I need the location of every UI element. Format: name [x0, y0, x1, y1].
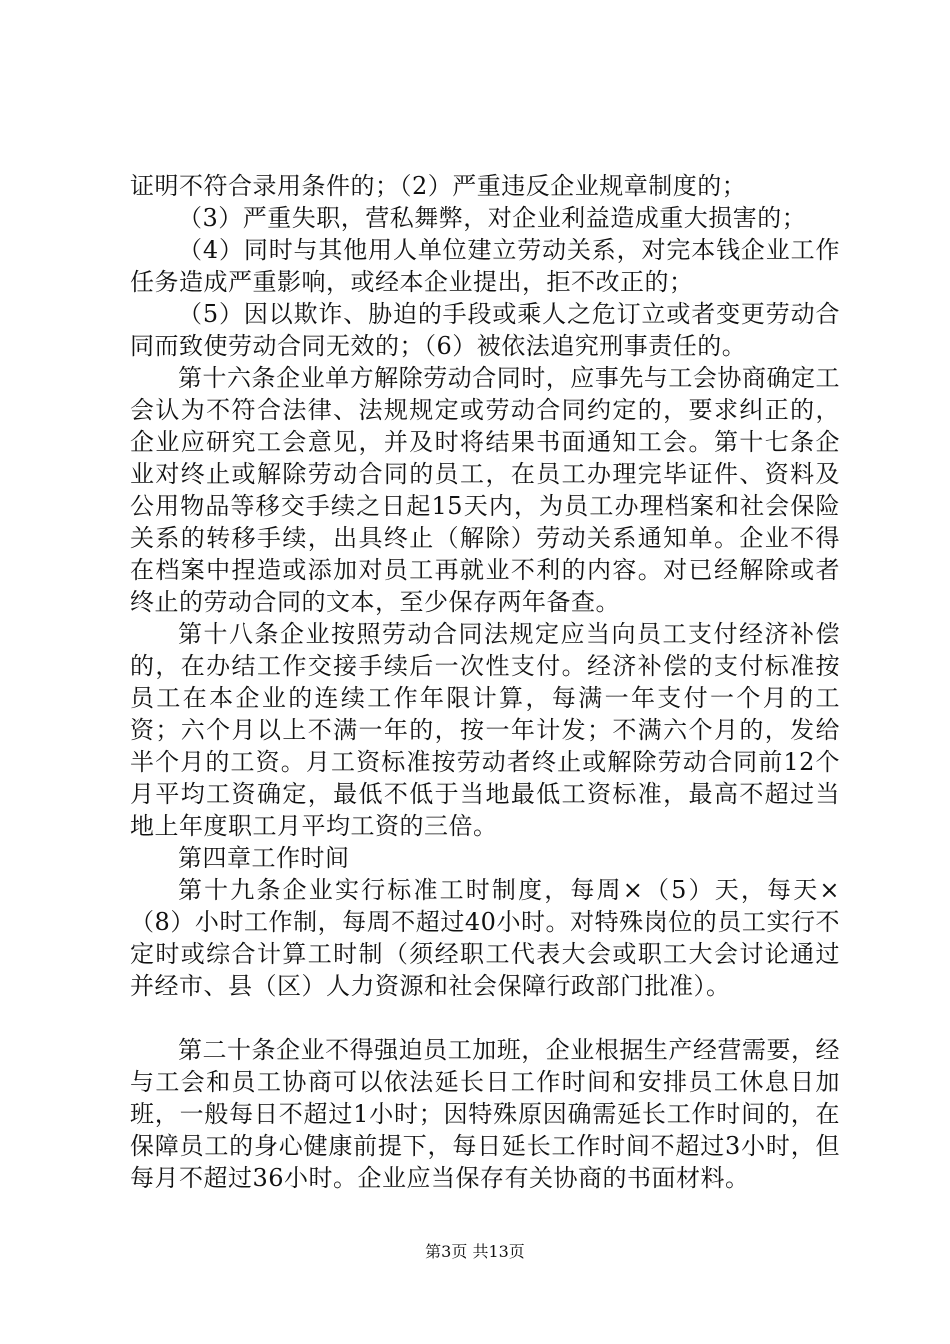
- paragraph-article-20: 第二十条企业不得强迫员工加班，企业根据生产经营需要，经与工会和员工协商可以依法延长日工作时间和安排员工休息日加班，一般每日不超过1小时；因特殊原因确需延长工作时间的，在保障员工的身心健康前提下，每日延长工作时间不超过3小时，但每月不超过36小时。企业应当保存有关协商的书面材料。: [130, 1036, 840, 1192]
- paragraph-item-4: （4）同时与其他用人单位建立劳动关系，对完本钱企业工作任务造成严重影响，或经本企业提出，拒不改正的；: [130, 236, 840, 296]
- paragraph-item-3: （3）严重失职，营私舞弊，对企业利益造成重大损害的；: [178, 204, 807, 232]
- paragraph-item-5-6: （5）因以欺诈、胁迫的手段或乘人之危订立或者变更劳动合同而致使劳动合同无效的；（6）被依法追究刑事责任的。: [130, 300, 840, 360]
- paragraph-article-18: 第十八条企业按照劳动合同法规定应当向员工支付经济补偿的，在办结工作交接手续后一次性支付。经济补偿的支付标准按员工在本企业的连续工作年限计算，每满一年支付一个月的工资；六个月以上不满一年的，按一年计发；不满六个月的，发给半个月的工资。月工资标准按劳动者终止或解除劳动合同前12个月平均工资确定，最低不低于当地最低工资标准，最高不超过当地上年度职工月平均工资的三倍。: [130, 620, 840, 840]
- paragraph-continuation: 证明不符合录用条件的；（2）严重违反企业规章制度的；: [130, 172, 747, 200]
- paragraph-article-19: 第十九条企业实行标准工时制度，每周×（5）天，每天×（8）小时工作制，每周不超过40小时。对特殊岗位的员工实行不定时或综合计算工时制（须经职工代表大会或职工大会讨论通过并经市、县（区）人力资源和社会保障行政部门批准）。: [130, 876, 840, 1000]
- chapter-heading: 第四章工作时间: [178, 844, 350, 872]
- page-number-footer: 第3页 共13页: [425, 1242, 525, 1261]
- document-body: [130, 170, 840, 1194]
- paragraph-article-16-17: 第十六条企业单方解除劳动合同时，应事先与工会协商确定工会认为不符合法律、法规规定或劳动合同约定的，要求纠正的，企业应研究工会意见，并及时将结果书面通知工会。第十七条企业对终止或解除劳动合同的员工，在员工办理完毕证件、资料及公用物品等移交手续之日起15天内，为员工办理档案和社会保险关系的转移手续，出具终止（解除）劳动关系通知单。企业不得在档案中捏造或添加对员工再就业不利的内容。对已经解除或者终止的劳动合同的文本，至少保存两年备查。: [130, 364, 840, 616]
